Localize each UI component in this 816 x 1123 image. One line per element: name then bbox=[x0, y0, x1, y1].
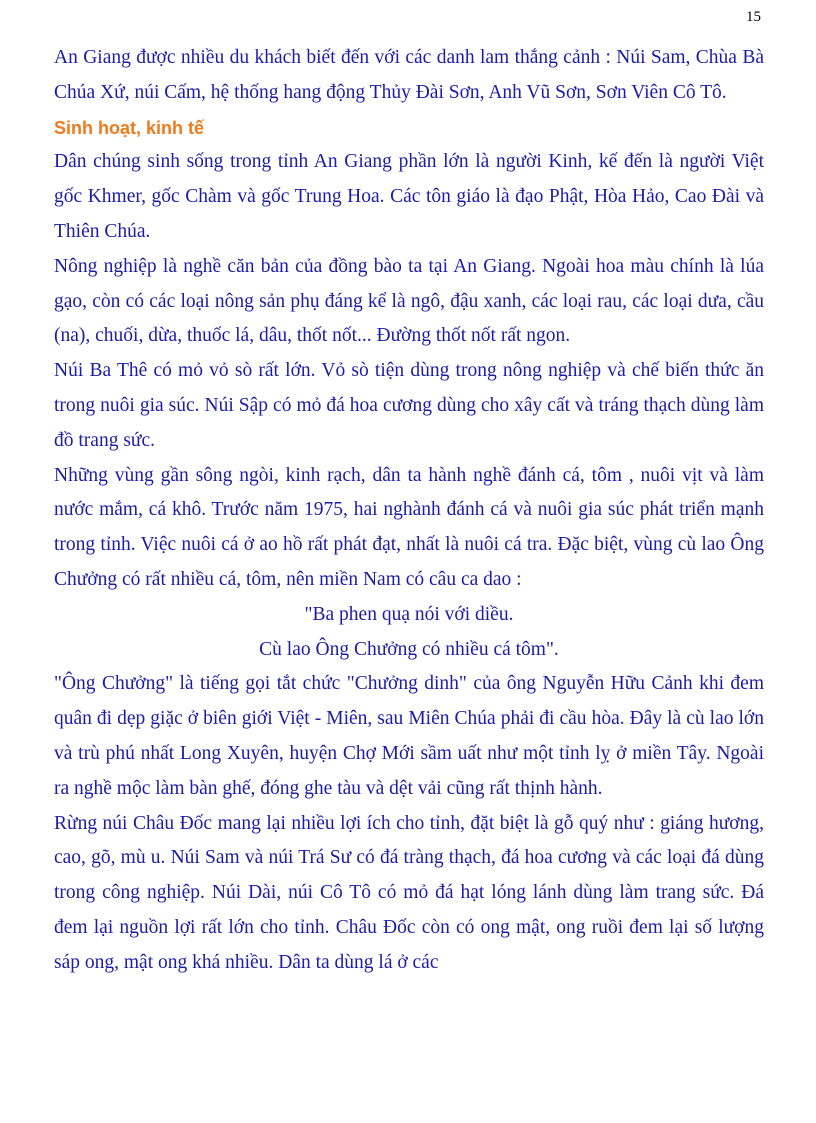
paragraph-agriculture: Nông nghiệp là nghề căn bản của đồng bào ta tại An Giang. Ngoài hoa màu chính là lúa gạo, còn có các loại nông sản phụ đáng kể là ngô, đậu xanh, các loại rau, các loại dưa, cầu (na), chuối, dừa, thuốc lá, dâu, thốt nốt... Đường thốt nốt rất ngon. bbox=[54, 255, 764, 347]
paragraph-ong-chuong: "Ông Chưởng" là tiếng gọi tắt chức "Chưởng dinh" của ông Nguyễn Hữu Cảnh khi đem quân đi dẹp giặc ở biên giới Việt - Miên, sau Miên Chúa phải đi cầu hòa. Đây là cù lao lớn và trù phú nhất Long Xuyên, huyện Chợ Mới sầm uất như một tỉnh lỵ ở miền Tây. Ngoài ra nghề mộc làm bàn ghế, đóng ghe tàu và dệt vải cũng rất thịnh hành. bbox=[54, 673, 764, 799]
intro-paragraph: An Giang được nhiều du khách biết đến với các danh lam thắng cảnh : Núi Sam, Chùa Bà Chúa Xứ, núi Cấm, hệ thống hang động Thủy Đài Sơn, Anh Vũ Sơn, Sơn Viên Cô Tô. bbox=[54, 47, 764, 103]
folk-verse-line-2: Cù lao Ông Chưởng có nhiều cá tôm". bbox=[259, 638, 559, 660]
paragraph-mines: Núi Ba Thê có mỏ vỏ sò rất lớn. Vỏ sò tiện dùng trong nông nghiệp và chế biến thức ăn trong nuôi gia súc. Núi Sập có mỏ đá hoa cương dùng cho xây cất và tráng thạch dùng làm đồ trang sức. bbox=[54, 360, 764, 451]
page-number: 15 bbox=[746, 9, 761, 25]
folk-verse-line-1: "Ba phen quạ nói với diều. bbox=[304, 603, 514, 625]
paragraph-fishing: Những vùng gần sông ngòi, kinh rạch, dân ta hành nghề đánh cá, tôm , nuôi vịt và làm nước mắm, cá khô. Trước năm 1975, hai nghành đánh cá và nuôi gia súc phát triển mạnh trong tỉnh. Việc nuôi cá ở ao hồ rất phát đạt, nhất là nuôi cá tra. Đặc biệt, vùng cù lao Ông Chưởng có rất nhiều cá, tôm, nên miền Nam có câu ca dao : bbox=[54, 464, 764, 590]
paragraph-forest-resources: Rừng núi Châu Đốc mang lại nhiều lợi ích cho tỉnh, đặt biệt là gỗ quý như : giáng hương, cao, gõ, mù u. Núi Sam và núi Trá Sư có đá tràng thạch, đá hoa cương và các loại đá dùng trong công nghiệp. Núi Dài, núi Cô Tô có mỏ đá hạt lóng lánh dùng làm trang sức. Đá đem lại nguồn lợi rất lớn cho tỉnh. Châu Đốc còn có ong mật, ong ruồi đem lại số lượng sáp ong, mật ong khá nhiều. Dân ta dùng lá ở các bbox=[54, 812, 764, 973]
page-content bbox=[54, 41, 764, 981]
section-heading: Sinh hoạt, kinh tế bbox=[54, 117, 205, 138]
paragraph-population: Dân chúng sinh sống trong tỉnh An Giang phần lớn là người Kinh, kế đến là người Việt gốc Khmer, gốc Chàm và gốc Trung Hoa. Các tôn giáo là đạo Phật, Hòa Hảo, Cao Đài và Thiên Chúa. bbox=[54, 151, 764, 242]
